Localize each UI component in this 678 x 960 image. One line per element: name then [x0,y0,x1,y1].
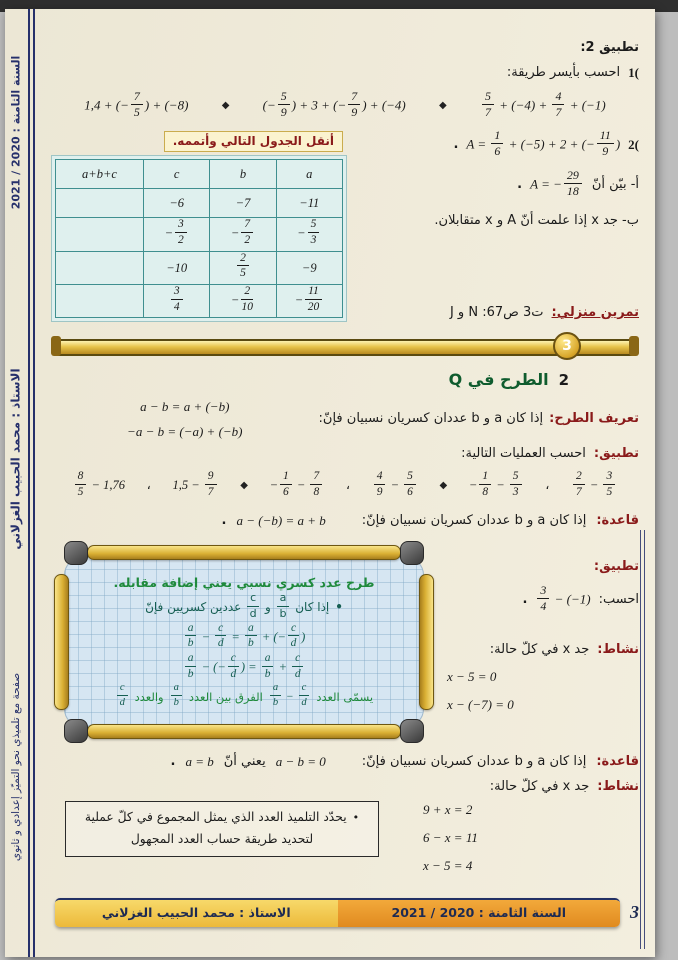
rule1-line [51,512,639,531]
activity1-line [447,641,639,660]
expression: 1,4 + (− $\frac{7}{5}$ ) + (−8) [84,88,189,119]
section-title: الطرح في Q [448,369,549,389]
board-frame-left [54,574,69,710]
note-line-1 [78,809,366,827]
board-text: الفرق بين العدد [188,690,263,705]
expression: (− $\frac{5}{9}$ ) + 3 + (− $\frac{7}{9}$ ) + (−4) [262,88,406,119]
q2a-expression: A = − $\frac{29}{18}$ [530,171,584,200]
definition-text-block [319,410,639,429]
footer-teacher: الاستاذ : محمد الحبيب الغزلاني [55,900,338,927]
table-cell-empty [56,189,144,218]
column-header: c [143,160,209,189]
period-mark: . [170,754,176,770]
rule2-formula: a − b = 0 [275,754,326,770]
board-difference-line [115,684,373,710]
operations-expression-row [51,472,639,500]
table-cell: $\frac{3}{4}$ [143,284,209,317]
operations-instruction-line [51,445,639,464]
table-cell: − $\frac{7}{2}$ [210,218,276,251]
board-corner-clamp [64,719,88,743]
section-title-row [449,368,569,392]
note-line-2: لتحديد طريقة حساب العدد المجهول [130,831,314,846]
expression: $\frac{2}{7}$ − $\frac{3}{5}$ [571,472,617,500]
table-cell-empty [56,218,144,251]
table-cell: −7 [210,189,276,218]
period-mark: . [221,512,227,528]
activity-label: نشاط: [597,641,639,657]
board-inline-math: $\frac{c}{d}$ [115,684,130,710]
table-cell-empty [56,251,144,284]
definition-math-block [51,398,319,442]
table-cell: − $\frac{11}{20}$ [276,284,342,317]
activity-label: نشاط: [597,779,639,795]
footer-year: السنة الثامنة : 2020 / 2021 [338,900,621,927]
table-cell: − $\frac{2}{10}$ [210,284,276,317]
section-badge: 3 [553,332,581,360]
q2b-text: ب- جد x إذا علمت أنّ A و x متقابلان. [434,212,639,228]
table-header-row [56,160,343,189]
table-cell: −11 [276,189,342,218]
table-cell: − $\frac{3}{2}$ [143,218,209,251]
table-cell-empty [56,284,144,317]
board-text: والعدد [134,690,164,705]
diamond-icon: ◆ [439,100,447,112]
rule2-formula: a = b [185,754,214,770]
comma-separator: ، [345,477,351,493]
board-corner-clamp [64,541,88,565]
activity1-text: جد x في كلّ حالة: [489,641,590,657]
board-frame-bottom [87,724,401,739]
board-inline-math: $\frac{a}{b}$ [169,684,184,710]
q2-marker: 2( [628,137,639,153]
footer-bar [55,898,620,927]
application2-heading-line [51,39,639,58]
q2a-line [361,168,639,200]
expression: $\frac{5}{7}$ + (−4) + $\frac{4}{7}$ + (−1) [480,92,606,121]
page-number: 3 [630,902,639,923]
table-cell: −6 [143,189,209,218]
board-formula: $\frac{a}{b}$ − (− $\frac{c}{d}$ ) = $\frac{a}{b}$ + $\frac{c}{d}$ [183,654,306,682]
table-cell: −9 [276,251,342,284]
table-row [56,218,343,251]
application2-heading: تطبيق 2: [580,40,639,55]
application2-body [51,127,639,323]
diamond-icon: ◆ [240,480,248,492]
definition-label: تعريف الطرح: [549,411,639,427]
board-corner-clamp [400,719,424,743]
board-section [51,542,639,742]
table-row [56,284,343,317]
margin-motto-text: صفحة مع تلميذي نحو التميّز إعدادي و ثانوي [10,672,23,862]
chalkboard-surface [64,557,424,727]
column-header: a+b+c [56,160,144,189]
period-mark: . [522,592,528,608]
application-label: تطبيق: [593,446,639,462]
period-mark: . [517,177,523,193]
q1-instruction: احسب بأيسر طريقة: [506,64,621,80]
homework-line [361,298,639,323]
q1-instruction-line [51,64,639,83]
table-note: أنقل الجدول التالي وأتممه. [164,131,343,152]
homework-label: تمرين منزلي: [551,305,639,321]
expression: − $\frac{1}{8}$ − $\frac{5}{3}$ [469,472,524,500]
board-side-column [447,542,639,742]
q1-expression-row [51,88,639,121]
footer [55,898,639,927]
equation: 9 + x = 2 [423,802,473,818]
board-statement: طرح عدد كسري نسبي يعني إضافة مقابله. [113,575,375,591]
board-inline-math: $\frac{a}{b}$ − $\frac{c}{d}$ [268,684,312,710]
board-formula: $\frac{a}{b}$ − $\frac{c}{d}$ = $\frac{a}{b}$ + (− $\frac{c}{d}$ ) [183,624,306,652]
worksheet-page [5,9,655,957]
q2-expression: A = $\frac{1}{6}$ + (−5) + 2 + (− $\frac{11}{9}$ ) [466,127,621,159]
rule1-formula: a − (−b) = a + b [236,512,326,528]
note-text: يحدّد التلميذ العدد الذي يمثل المجموع في كلّ عملية [84,810,347,825]
rule2-middle-text: يعني أنّ [223,754,266,770]
definition-text: إذا كان a و b عددان كسريان نسبيان فإنّ: [318,411,544,427]
comma-separator: ، [146,477,151,493]
page-content [5,9,655,957]
expression: − $\frac{1}{6}$ − $\frac{7}{8}$ [270,472,325,500]
table-cell: $\frac{2}{5}$ [210,251,276,284]
margin-year-text: السنة الثامنة : 2020 / 2021 [9,55,23,210]
application-label: تطبيق: [593,559,639,575]
q1-marker: 1( [628,64,639,80]
definition-formula: −a − b = (−a) + (−b) [127,423,243,439]
table-cell: − $\frac{5}{3}$ [276,218,342,251]
board-condition-line [145,591,343,621]
q2-line [361,127,639,160]
rule-label: قاعدة: [596,754,639,770]
homework-text: ت3 ص67: N و J [449,305,544,321]
rule2-line [51,753,639,772]
q2b-line [361,212,639,231]
rule2-text: إذا كان a و b عددان كسريان نسبيان فإنّ: [361,754,587,770]
chalkboard-illustration [51,542,437,742]
equation: x − 5 = 4 [423,857,473,873]
margin-teacher-text: الاستاذ : محمد الحبيب الغزلاني [9,368,23,550]
diamond-icon: ◆ [439,480,448,492]
table-row [56,189,343,218]
table-cell: −10 [143,251,209,284]
column-header: a [276,160,342,189]
teacher-note-box [65,801,379,857]
calc-line [447,583,639,615]
table-row [56,251,343,284]
operations-instruction: احسب العمليات التالية: [461,446,586,462]
q2a-label: أ- بيّن أنّ [591,177,639,193]
q2-column [361,127,639,323]
equation: 6 − x = 11 [423,829,478,845]
activity2-equations [423,801,573,876]
diamond-icon: ◆ [221,100,230,112]
activity2-body [51,801,639,876]
values-table [55,159,343,318]
bullet-icon: • [335,600,343,615]
comma-separator: ، [545,477,550,493]
board-frame-right [419,574,434,710]
table-panel [51,155,347,322]
rule1-text: إذا كان a و b عددان كسريان نسبيان فإنّ: [361,512,587,528]
definition-formula: a − b = a + (−b) [140,398,230,414]
expression: $\frac{4}{9}$ − $\frac{5}{6}$ [372,472,418,500]
definition-row [51,398,639,442]
table-column [51,131,347,323]
board-text: يسمّى العدد [316,690,374,705]
equation: x − (−7) = 0 [447,697,514,713]
section-number: 2 [558,370,569,389]
expression: $\frac{8}{5}$ − 1,76 [73,472,125,500]
bullet-icon: • [352,811,360,824]
rule-label: قاعدة: [596,512,639,528]
calc-expression: $\frac{3}{4}$ − (−1) [535,586,590,615]
equation: x − 5 = 0 [447,669,497,685]
column-header: b [210,160,276,189]
board-frame-top [87,545,401,560]
activity2-text: جد x في كلّ حالة: [489,779,590,795]
activity2-line [51,778,639,797]
expression: 1,5 − $\frac{9}{7}$ [172,472,218,500]
calc-label: احسب: [598,592,639,608]
section-divider [53,339,637,356]
period-mark: . [453,137,459,153]
board-condition-text: إذا كان $\frac{a}{b}$ و $\frac{c}{d}$ عددين كسريين فإنّ [145,591,330,620]
board-corner-clamp [400,541,424,565]
